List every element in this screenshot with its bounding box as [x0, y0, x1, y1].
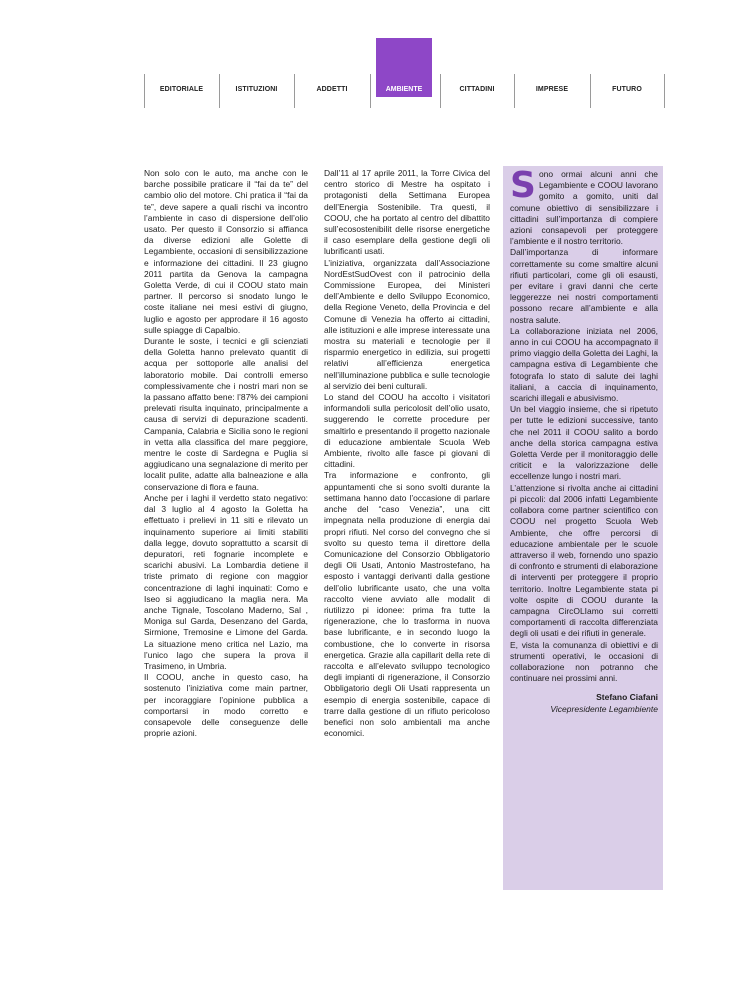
nav-item-imprese[interactable]: IMPRESE: [535, 85, 569, 93]
paragraph: Anche per i laghi il verdetto stato negativo: dal 3 luglio al 4 agosto la Goletta ha effettuato i prelievi in 11 siti e rilevato un inquinamento superiore ai limiti stabiliti dalla legge, dovuto soprattutto a scarsit di depuratori, reti fognarie incomplete e scarichi abusivi. La Lombardia detiene il triste primato di regione con maggior concentrazione di laghi inquinati: Como e Iseo si aggiudicano la maglia nera. Ma anche Tignale, Toscolano Maderno, Sal , Moniga sul Garda, Desenzano del Garda, Sirmione, Tremosine e Limone del Garda. La situazione meno critica nel Lazio, ma l’unico lago che supera la prova il Trasimeno, in Umbria.: [144, 492, 308, 671]
paragraph: Tra informazione e confronto, gli appuntamenti che si sono svolti durante la settimana hanno dato l’occasione di parlare anche del “caso Venezia”, una citt impegnata nella produzione di energia dai propri rifiuti. Nel corso del convegno che si svolto su questo tema il direttore della Comunicazione del Consorzio Obbligatorio degli Oli Usati, Antonio Mastrostefano, ha esposto i vantaggi derivanti dalla gestione dell’olio lubrificante usato, che una volta raccolto viene avviato alle modalit di riutilizzo pi idonee: prima fra tutte la rigenerazione, che lo trasforma in nuova base lubrificante, e in secondo luogo la combustione, che lo converte in risorsa energetica. Grazie alla capillarit della rete di raccolta e all’elevato sviluppo tecnologico degli impianti di rigenerazione, il Consorzio Obbligatorio degli Oli Usati rappresenta un esempio di energia sostenibile, capace di trarre dalla gestione di un rifiuto pericoloso benefici non solo ambientali ma anche economici.: [324, 470, 490, 739]
lead-paragraph: [510, 165, 658, 247]
drop-cap: S: [510, 165, 536, 206]
paragraph: L’iniziativa, organizzata dall’Associazione NordEstSudOvest con il patrocinio della Commissione Europea, dei Ministeri dell’Ambiente e dello Sviluppo Economico, della Regione Veneto, della Provincia e del Comune di Venezia ha offerto ai cittadini, alle istituzioni e alle imprese interessate una mostra su materiali e tecnologie per il risparmio energetico in edilizia, sui progetti relativi all’efficienza energetica nell’illuminazione pubblica e sulle tecnologie al servizio dei beni culturali.: [324, 257, 490, 391]
paragraph: Un bel viaggio insieme, che si ripetuto per tutte le edizioni successive, tanto che nel 2011 il COOU salito a bordo anche della storica campagna estiva Goletta Verde per il monitoraggio delle criticit e la valorizzazione delle eccellenze lungo i nostri mari.: [510, 404, 658, 482]
nav-item-editoriale[interactable]: EDITORIALE: [159, 85, 204, 93]
signature-role: Vicepresidente Legambiente: [550, 703, 658, 714]
sidebar-text: [510, 165, 658, 715]
paragraph: La collaborazione iniziata nel 2006, anno in cui COOU ha accompagnato il primo viaggio della Goletta dei Laghi, la campagna estiva di Legambiente che fotografa lo stato di salute dei laghi italiani, a caccia di inquinamento, scarichi illegali e abusivismo.: [510, 325, 658, 404]
lead-text: ono ormai alcuni anni che Legambiente e COOU lavorano gomito a gomito, uniti dal comune obiettivo di sensibilizzare i cittadini sull’importanza di compiere azioni consapevoli per proteggere l’ambiente e il nostro territorio.: [510, 169, 658, 247]
paragraph: E, vista la comunanza di obiettivi e di strumenti operativi, le occasioni di collaborazione non potranno che continuare nei prossimi anni.: [510, 639, 658, 684]
paragraph: Dall’11 al 17 aprile 2011, la Torre Civica del centro storico di Mestre ha ospitato i protagonisti della Settimana Europea dell’Energia Sostenibile. Tra questi, il COOU, che ha portato al centro del dibattito sull’ecosostenibilit delle risorse energetiche il caso esemplare della gestione degli oli lubrificanti usati.: [324, 168, 490, 257]
paragraph: L’attenzione si rivolta anche ai cittadini pi piccoli: dal 2006 infatti Legambiente collabora come partner scientifico con COOU nel progetto Scuola Web Ambiente, che offre percorsi di educazione ambientale per le scuole attraverso il web, fornendo uno spazio di confronto e strumenti di elaborazione di interventi per proteggere il proprio territorio. Inoltre Legambiente stata pi volte ospite di COOU durante la campagna CircOLIamo sui corretti comportamenti di raccolta differenziata degli oli usati e dei rifiuti in generale.: [510, 482, 658, 639]
nav-divider: [664, 74, 665, 108]
nav-divider: [370, 74, 371, 108]
signature-name: Stefano Ciafani: [596, 692, 658, 703]
paragraph: Non solo con le auto, ma anche con le barche possibile praticare il “fai da te” del cambio olio del motore. Chi pratica il “fai da te”, deve sapere a quali rischi va incontro l’ambiente in caso di dispersione dell’olio usato. Per questo il Consorzio si affianca da diverse edizioni alle Golette di Legambiente, occasioni di sensibilizzazione e informazione dei cittadini. Il 23 giugno 2011 partita da Genova la campagna Goletta Verde, di cui il COOU stato main partner. Il percorso si snodato lungo le coste italiane nei mesi estivi di giugno, luglio e agosto per approdare il 16 agosto sulle spiagge di Capalbio.: [144, 168, 308, 335]
nav-item-istituzioni[interactable]: ISTITUZIONI: [235, 85, 278, 93]
nav-item-futuro[interactable]: FUTURO: [612, 85, 642, 93]
paragraph: Lo stand del COOU ha accolto i visitatori informandoli sulla pericolosit dell’olio usato, suggerendo le corrette procedure per smaltirlo e presentando il progetto nazionale di educazione ambientale Scuola Web Ambiente, rivolto alle fasce pi giovani di cittadini.: [324, 392, 490, 470]
article-column-1: [144, 168, 308, 739]
nav-item-cittadini[interactable]: CITTADINI: [459, 85, 495, 93]
paragraph: Il COOU, anche in questo caso, ha sostenuto l’iniziativa come main partner, per incoraggiare l’opinione pubblica a comportarsi in modo corretto e consapevole delle conseguenze delle proprie azioni.: [144, 672, 308, 739]
paragraph: Dall’importanza di informare correttamente su come smaltire alcuni rifiuti particolari, come gli oli esausti, per evitare i gravi danni che certe leggerezze nei nostri comportamenti possono recare all’ambiente e alla nostra salute.: [510, 247, 658, 325]
article-column-2: [324, 168, 490, 739]
nav-item-ambiente[interactable]: AMBIENTE: [385, 86, 423, 93]
nav-item-addetti[interactable]: ADDETTI: [316, 85, 348, 93]
paragraph: Durante le soste, i tecnici e gli scienziati della Goletta hanno prelevato quantit di acqua per sottoporle alle analisi del laboratorio mobile. Dai controlli emerso complessivamente che i nostri mari non se la passano affatto bene: l’87% dei campioni prelevati risulta inquinato, principalmente a causa di servizi di depurazione scadenti. Campania, Calabria e Sicilia sono le regioni in vetta alla classifica del mare peggiore, mentre le coste di Sardegna e Puglia si aggiudicano una segnalazione di merito per localit pulite, adatte alla balneazione e alla conservazione di flora e fauna.: [144, 336, 308, 492]
